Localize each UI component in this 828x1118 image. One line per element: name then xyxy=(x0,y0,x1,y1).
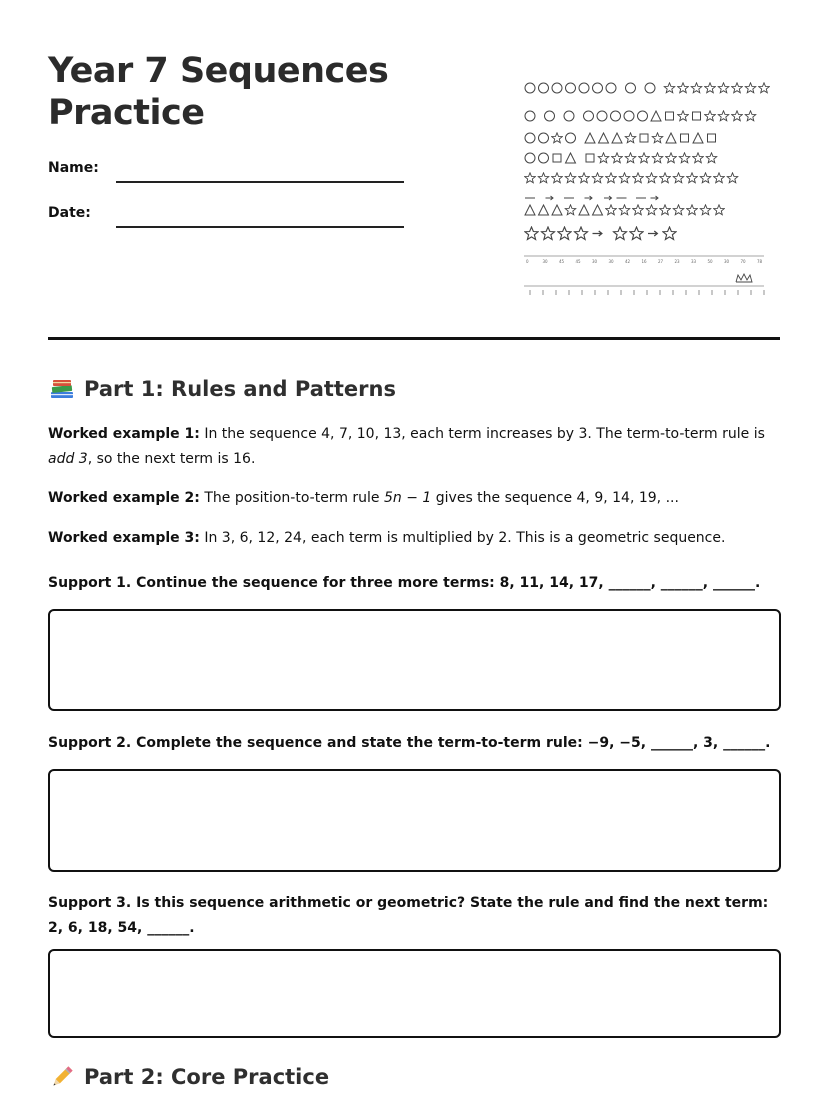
tri-shape xyxy=(693,133,703,143)
circ-shape xyxy=(525,111,535,121)
scale-number: 45 xyxy=(575,259,581,264)
answer-box-2[interactable] xyxy=(48,769,781,872)
scale-number: 45 xyxy=(559,259,565,264)
part-1-heading-text: Part 1: Rules and Patterns xyxy=(84,377,396,401)
arr-shape xyxy=(546,196,554,200)
circ-shape xyxy=(525,133,535,143)
pencil-icon xyxy=(48,1063,76,1091)
arr-shape xyxy=(651,196,659,200)
star-shape xyxy=(525,227,538,240)
scale-number: 30 xyxy=(608,259,614,264)
sq-shape xyxy=(708,134,716,142)
circ-shape xyxy=(626,83,636,93)
worked-example-2 xyxy=(48,486,783,511)
star-shape xyxy=(525,173,536,183)
star-shape xyxy=(673,173,684,183)
answer-box-1[interactable] xyxy=(48,609,781,711)
circ-shape xyxy=(611,111,621,121)
page-title-line-1: Year 7 Sequences xyxy=(48,51,389,91)
star-shape xyxy=(598,153,609,163)
part-2-heading-text: Part 2: Core Practice xyxy=(84,1065,330,1089)
star-shape xyxy=(732,83,743,93)
circ-shape xyxy=(593,83,603,93)
star-shape xyxy=(579,173,590,183)
star-shape xyxy=(679,153,690,163)
star-shape xyxy=(664,83,675,93)
circ-shape xyxy=(624,111,634,121)
star-shape xyxy=(705,111,716,121)
tri-shape xyxy=(525,205,535,215)
circ-shape xyxy=(645,83,655,93)
circ-shape xyxy=(638,111,648,121)
star-shape xyxy=(613,227,626,240)
circ-shape xyxy=(564,111,574,121)
star-shape xyxy=(687,173,698,183)
page-title-line-2: Practice xyxy=(48,93,205,133)
circ-shape xyxy=(545,111,555,121)
worked-example-3-text: In 3, 6, 12, 24, each term is multiplied by 2. This is a geometric sequence. xyxy=(199,530,726,546)
star-shape xyxy=(732,111,743,121)
circ-shape xyxy=(579,83,589,93)
tri-shape xyxy=(666,133,676,143)
star-shape xyxy=(745,83,756,93)
circ-shape xyxy=(525,83,535,93)
circ-shape xyxy=(539,153,549,163)
name-field[interactable] xyxy=(116,181,404,183)
star-shape xyxy=(714,173,725,183)
star-shape xyxy=(625,153,636,163)
date-label: Date: xyxy=(48,205,91,221)
page-title xyxy=(48,50,388,134)
scale-number: 0 xyxy=(526,259,529,264)
star-shape xyxy=(606,173,617,183)
tri-shape xyxy=(566,153,576,163)
star-shape xyxy=(558,227,571,240)
date-field[interactable] xyxy=(116,226,404,228)
circ-shape xyxy=(566,133,576,143)
star-shape xyxy=(745,111,756,121)
support-question-1: Support 1. Continue the sequence for three more terms: 8, 11, 14, 17, ______, ______, ______. xyxy=(48,575,761,591)
arr-shape xyxy=(593,231,602,236)
star-shape xyxy=(652,133,663,143)
star-shape xyxy=(612,153,623,163)
star-shape xyxy=(718,111,729,121)
part-2-heading xyxy=(48,1063,329,1091)
worked-example-1-emphasis: add 3 xyxy=(48,451,88,467)
star-shape xyxy=(619,173,630,183)
star-shape xyxy=(714,205,725,215)
scale-number: 78 xyxy=(757,259,763,264)
sq-shape xyxy=(681,134,689,142)
star-shape xyxy=(552,133,563,143)
star-shape xyxy=(633,205,644,215)
circ-shape xyxy=(539,133,549,143)
star-shape xyxy=(646,205,657,215)
crown-mark xyxy=(736,274,752,282)
scale-number: 50 xyxy=(707,259,713,264)
support-question-3: Support 3. Is this sequence arithmetic or geometric? State the rule and find the next term: 2, 6, 18, 54, ______. xyxy=(48,895,769,936)
star-shape xyxy=(693,153,704,163)
star-shape xyxy=(574,227,587,240)
part-1-heading xyxy=(48,375,396,403)
scale-number: 30 xyxy=(724,259,730,264)
star-shape xyxy=(565,205,576,215)
arr-shape xyxy=(604,196,612,200)
star-shape xyxy=(606,205,617,215)
tri-shape xyxy=(579,205,589,215)
circ-shape xyxy=(584,111,594,121)
star-shape xyxy=(538,173,549,183)
sq-shape xyxy=(640,134,648,142)
star-shape xyxy=(666,153,677,163)
star-shape xyxy=(619,205,630,215)
worked-example-1-text-a: In the sequence 4, 7, 10, 13, each term increases by 3. The term-to-term rule is xyxy=(199,426,765,442)
star-shape xyxy=(673,205,684,215)
star-shape xyxy=(541,227,554,240)
sq-shape xyxy=(553,154,561,162)
star-shape xyxy=(718,83,729,93)
circ-shape xyxy=(552,83,562,93)
books-icon xyxy=(48,375,76,403)
arr-shape xyxy=(585,196,593,200)
star-shape xyxy=(663,227,676,240)
circ-shape xyxy=(597,111,607,121)
star-shape xyxy=(652,153,663,163)
star-shape xyxy=(706,153,717,163)
tri-shape xyxy=(599,133,609,143)
tri-shape xyxy=(585,133,595,143)
sq-shape xyxy=(586,154,594,162)
sq-shape xyxy=(693,112,701,120)
star-shape xyxy=(700,173,711,183)
star-shape xyxy=(625,133,636,143)
circ-shape xyxy=(525,153,535,163)
circ-shape xyxy=(606,83,616,93)
star-shape xyxy=(660,205,671,215)
worked-example-1-text-b: , so the next term is 16. xyxy=(87,451,256,467)
worked-example-1-label: Worked example 1: xyxy=(48,426,200,442)
scale-number: 16 xyxy=(641,259,647,264)
star-shape xyxy=(633,173,644,183)
name-label: Name: xyxy=(48,160,99,176)
star-shape xyxy=(630,227,643,240)
circ-shape xyxy=(539,83,549,93)
scale-number: 30 xyxy=(542,259,548,264)
star-shape xyxy=(705,83,716,93)
star-shape xyxy=(687,205,698,215)
star-shape xyxy=(639,153,650,163)
tri-shape xyxy=(593,205,603,215)
star-shape xyxy=(565,173,576,183)
scale-number: 23 xyxy=(674,259,680,264)
worked-example-2-text-a: The position-to-term rule xyxy=(199,490,384,506)
star-shape xyxy=(727,173,738,183)
scale-number: 42 xyxy=(625,259,631,264)
scale-number: 30 xyxy=(592,259,598,264)
star-shape xyxy=(646,173,657,183)
star-shape xyxy=(678,111,689,121)
shapes-pattern-illustration xyxy=(520,76,770,306)
scale-number: 70 xyxy=(740,259,746,264)
star-shape xyxy=(678,83,689,93)
worked-example-2-emphasis: 5n − 1 xyxy=(383,490,432,506)
tri-shape xyxy=(552,205,562,215)
sq-shape xyxy=(666,112,674,120)
star-shape xyxy=(700,205,711,215)
tri-shape xyxy=(651,111,661,121)
scale-number: 27 xyxy=(658,259,664,264)
tri-shape xyxy=(539,205,549,215)
support-question-2: Support 2. Complete the sequence and state the term-to-term rule: −9, −5, ______, 3, ______. xyxy=(48,735,771,751)
worked-example-1 xyxy=(48,422,783,472)
circ-shape xyxy=(566,83,576,93)
answer-box-3[interactable] xyxy=(48,949,781,1038)
worked-example-3-label: Worked example 3: xyxy=(48,530,200,546)
header-divider xyxy=(48,337,780,340)
star-shape xyxy=(660,173,671,183)
star-shape xyxy=(552,173,563,183)
star-shape xyxy=(691,83,702,93)
worked-example-2-text-b: gives the sequence 4, 9, 14, 19, ... xyxy=(431,490,679,506)
star-shape xyxy=(759,83,770,93)
scale-number: 33 xyxy=(691,259,697,264)
arr-shape xyxy=(648,231,657,236)
worked-example-3 xyxy=(48,526,783,551)
star-shape xyxy=(592,173,603,183)
tri-shape xyxy=(612,133,622,143)
worked-example-2-label: Worked example 2: xyxy=(48,490,200,506)
